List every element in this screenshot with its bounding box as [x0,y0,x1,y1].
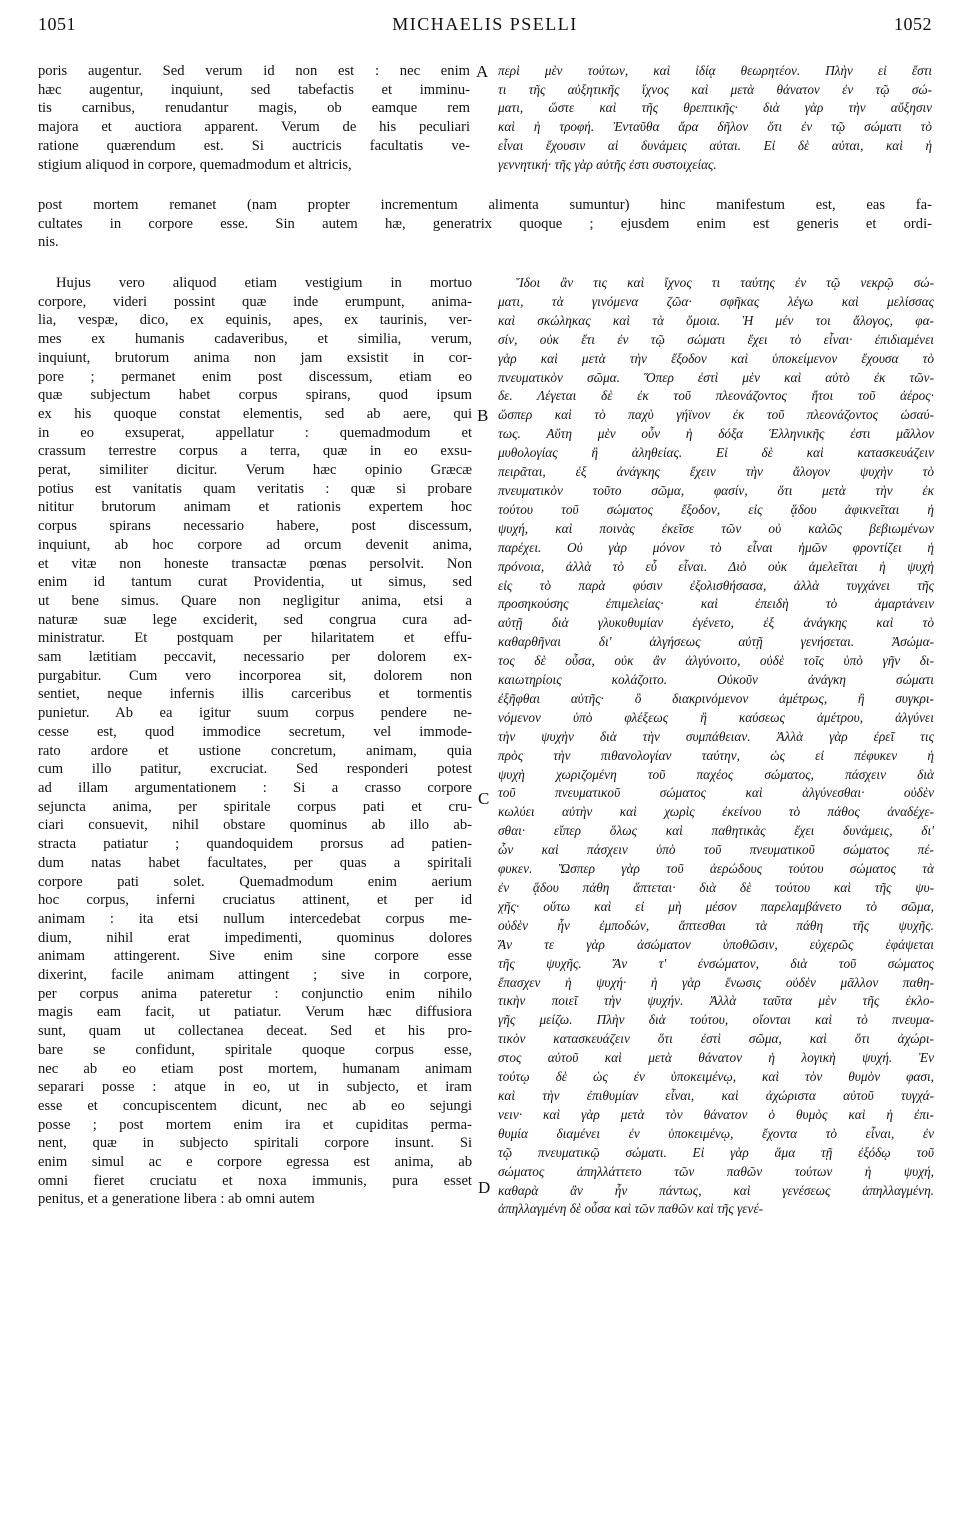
text-line: lia, vespæ, dico, ex equinis, apes, ex taurinis, ver- [38,312,472,329]
text-line: μυθολογίας ἢ ἀληθείας. Εἰ δὲ καὶ κατασκευάζειν [498,445,934,461]
text-line: καιωτηρίοις κολάζοιτο. Οὐκοῦν ἀνάγκη σώματι [498,672,934,688]
text-line: νειν· καὶ γὰρ μετὰ τὸν θάνατον ὁ θυμὸς καὶ ἡ ἐπι- [498,1106,934,1122]
text-line: ἔπασχεν ἡ ψυχή· ἡ γὰρ ἕνωσις οὐδὲν μᾶλλον παθη- [498,974,934,990]
text-line: corpore pati solet. Quemadmodum enim aerium [38,873,472,890]
text-line: bare se confidunt, spiritale quoque corpus esse, [38,1041,472,1058]
text-line: sam lætitiam peccavit, necessario per dolorem ex- [38,649,472,666]
text-line: majora et auctiora apparent. Verum de his peculiari [38,119,470,136]
text-line: crassum terrestre corpus a terra, quæ in eo exsu- [38,443,472,460]
text-line: παρέχει. Οὐ γὰρ μόνον τὸ εἶναι ἡμῶν φροντίζει ἡ [498,539,934,555]
text-line: καὶ ἡ τροφή. Ἐνταῦθα ἄρα δῆλον ὅτι ἐν τῷ σώματι τὸ [498,119,932,135]
text-line: χῆς· οὕτω καὶ εἰ μὴ μέσον παρελαμβάνετο τὸ σῶμα, [498,898,934,914]
text-line: quæ subjectum habet corpus spirans, quod ipsum [38,387,472,404]
text-line: Ἴδοι ἂν τις καὶ ἴχνος τι ταύτης ἐν τῷ νεκρῷ σώ- [516,275,934,290]
text-line: τοῦ πνευματικοῦ σώματος καὶ ἀλγύνεσθαι· οὐδὲν [498,785,934,801]
text-line: προσηκούσης ἐπιμελείας· καὶ ἐπειδὴ τὸ ἁμαρτάνειν [498,596,934,612]
text-line: nec ab eo etiam post mortem, humanam animam [38,1060,472,1077]
latin-spanning-paragraph [38,196,932,252]
latin-column-main [38,274,472,1209]
text-line: ex his quoque constat elementis, sed ab aere, qui [38,405,472,422]
text-line: πνευματικὸν τοῦτο σῶμα, φασίν, ὅτι μετὰ τὴν ἐκ [498,482,934,498]
latin-column-top [38,62,470,174]
text-line: dixerint, facile animam attingent ; sive in corpore, [38,967,472,984]
text-line: in eo exsuperat, appellatur : quemadmodum et [38,424,472,441]
text-line: et vitæ non honeste transactæ pœnas persolvit. Non [38,555,472,572]
text-line: magis eam facit, ut patiatur. Verum hæc diffusiora [38,1004,472,1021]
text-line: omni fieret cruciatu et noxa immunis, pura esset [38,1172,472,1189]
text-line: rato ardore et ustione concretum, animam, quia [38,742,472,759]
text-line: stracta patiatur ; quandoquidem prorsus ad patien- [38,836,472,853]
text-line: mes ex humanis cadaveribus, et similia, verum, [38,331,472,348]
text-line: τὴν ψυχὴν διὰ τὴν συμπάθειαν. Ἀλλὰ γὰρ ἐρεῖ τις [498,728,934,744]
text-line: stigium aliquod in corpore, quemadmodum et altricis, [38,156,352,173]
text-line: poris augentur. Sed verum id non est : nec enim [38,63,470,79]
running-title: MICHAELIS PSELLI [392,14,578,34]
text-line: ut bene simus. Quare non negligitur anima, etsi a [38,592,472,609]
text-line: dum natas habet facultates, per quas a spiritali [38,854,472,871]
greek-column-main [498,274,934,1219]
text-line: πρὸς τὴν πιθανολογίαν ταύτην, ὡς εἰ πέφυκεν ἡ [498,747,934,763]
text-line: pore ; permanet enim post discessum, etiam eo [38,368,472,385]
text-line: τῷ πνευματικῷ σώματι. Εἰ γὰρ ἅμα τῇ ἐξόδῳ τοῦ [498,1144,934,1160]
text-line: nititur brutorum animam et rationis expertem hoc [38,499,472,516]
text-line: cultates in corpore esse. Sin autem hæ, generatrix quoque ; ejusdem enim est generis et ordi- [38,215,932,232]
text-line: γὰρ καὶ μετὰ τὴν ἔξοδον καὶ ὑποκείμενον ἔχουσα τὸ [498,350,934,366]
text-line: σώματος ἀπηλλάττετο τῶν παθῶν τούτων ἡ ψυχή, [498,1163,934,1179]
text-line: γεννητική· τῆς γὰρ αὐτῆς ἐστι συστοιχείας. [498,156,717,172]
text-line: corpus spirans necessario habere, post discessum, [38,518,472,535]
text-line: hæc augentur, inquiunt, sed tabefactis et imminu- [38,81,470,98]
text-line: ψυχή, καὶ ποινὰς ἐκεῖσε τῶν οὐ καλῶς βεβιωμένων [498,520,934,536]
text-line: naturæ suæ lege exciderit, sed congrua cura ad- [38,611,472,628]
text-line: θυμία διαμένει ἐν ὑποκειμένῳ, ἔχοντα τὸ εἶναι, ἐν [498,1125,934,1141]
text-line: πνευματικὸν σῶμα. Ὅπερ ἐστὶ μὲν καὶ αὐτὸ ἐκ τῶν- [498,369,934,385]
text-line: ματι, τὰ γινόμενα ζῶα· σφῆκας λέγω καὶ μελίσσας [498,293,934,309]
text-line: esse et concupiscentem dicunt, nec ab eo sejungi [38,1097,472,1114]
text-line: στος αὐτοῦ καὶ μετὰ θάνατον ἡ λογικὴ ψυχή. Ἐν [498,1050,934,1066]
text-line: per corpus anima pateretur : conjunctio enim nihilo [38,985,472,1002]
text-line: nent, quæ in subjecto spiritali corpore insunt. Si [38,1135,472,1152]
text-line: tis carnibus, renudantur magis, ob eamque rem [38,100,470,117]
text-line: τικὸν κατασκευάζειν ὅτι ἐστὶ σῶμα, καὶ ὅτι ἀχώρι- [498,1031,934,1047]
text-line: corpore, videri possint quæ inde erumpunt, anima- [38,293,472,310]
text-line: γῆς μείζω. Πλὴν διὰ τούτου, οἴονται καὶ τὸ πνευμα- [498,1012,934,1028]
page-header [38,8,932,36]
text-line: Ἄν τε γὰρ ἀσώματον ὑποθῶσιν, εὐχερῶς ἐφάψεται [498,936,934,952]
text-line: enim id tantum curat Providentia, ut simus, sed [38,574,472,591]
margin-marker-d: D [478,1178,491,1197]
text-line: animam attingerent. Sive enim sine corpore esse [38,948,472,965]
text-line: δε. Λέγεται δὲ ἐκ τοῦ πλεονάζοντος ἤτοι τοῦ ἀέρος· [498,388,934,404]
text-line: αὐτῇ διὰ γλυκυθυμίαν ἐγένετο, ἐξ ἀνάγκης καὶ τὸ [498,615,934,631]
text-line: cum illo patitur, excruciat. Sed responderi potest [38,761,472,778]
text-line: καθαρθῆναι δι' ἀλγήσεως αὐτῇ γενήσεται. Ἀσώμα- [498,634,934,650]
text-line: inquiunt, brutorum anima non jam exsistit in cor- [38,349,472,366]
text-line: sunt, quam ut collectanea deceat. Sed et his pro- [38,1023,472,1040]
text-line: ad illam argumentationem : Si a crasso corpore [38,779,472,796]
text-line: post mortem remanet (nam propter incrementum alimenta sumuntur) hinc manifestum est, eas fa- [38,197,932,213]
margin-marker-b: B [477,406,489,425]
column-number-left: 1051 [38,14,76,34]
text-line: sejuncta anima, per spiritale corpus pati et cru- [38,798,472,815]
text-line: penitus, et a generatione libera : ab omni autem [38,1191,315,1208]
text-line: separari posse : atque in eo, ut in subjecto, et iram [38,1079,472,1096]
text-line: νόμενον ὑπὸ φλέξεως ἢ καύσεως ἀμέτρου, ἀλγύνει [498,709,934,725]
text-line: τι τῆς αὐξητικῆς ἴχνος καὶ μετὰ θάνατον ἐν τῷ σώ- [498,81,932,97]
margin-marker-c: C [478,789,490,808]
text-line: nis. [38,234,59,251]
text-line: ἀπηλλαγμένη δὲ οὖσα καὶ τῶν παθῶν καὶ τῆς γενέ- [498,1201,764,1217]
text-line: ratione quærendum est. Si auctricis facultatis ve- [38,137,470,154]
text-line: ciari consuevit, nihil obstare quominus ab illo ab- [38,817,472,834]
text-line: punietur. Ab ea igitur suum corpus pendere ne- [38,705,472,722]
text-line: τικὴν ποιεῖ τὴν ψυχήν. Ἀλλὰ ταῦτα μὲν τῆς ἐκλο- [498,993,934,1009]
text-line: πρόνοια, ἀλλὰ τὸ εὖ εἶναι. Διὸ οὐκ ἀμελεῖται ἡ ψυχὴ [498,558,934,574]
text-line: ματι, ὥστε καὶ τῆς θρεπτικῆς· διὰ γὰρ τὴν αὔξησιν [498,100,932,116]
text-line: purgabitur. Cum vero incorporea sit, dolorem non [38,667,472,684]
text-line: perat, similiter dicitur. Verum hæc opinio Græcæ [38,462,472,479]
text-line: οὐδὲν ἦν ἐμποδών, ἅπτεσθαι τὰ πάθη τῆς ψυχῆς. [498,917,934,933]
text-line: ἐξῆφθαι αὐτῆς· ὃ διακρινόμενον ἀμέτρως, ἢ συγκρι- [498,690,934,706]
text-line: ἐν ᾅδου πάθη ἅπτεται· διὰ δὲ τούτου καὶ τῆς ψυ- [498,880,934,895]
text-line: τος δὲ οὖσα, οὐκ ἂν ἀλγύνοιτο, οὐδὲ τοῖς ὑπὸ γῆν δι- [498,653,934,669]
text-line: περὶ μὲν τούτων, καὶ ἰδίᾳ θεωρητέον. Πλὴν εἰ ἔστι [498,63,932,78]
margin-marker-a: A [476,62,489,81]
greek-column-top [498,62,932,174]
text-line: potius est vanitatis quam veritatis : quæ si probare [38,480,472,497]
text-line: πειρᾶται, ἐξ ἀνάγκης ἔχειν τὴν ἄλογον ψυχὴν τὸ [498,464,934,480]
text-line: cesse est, quod immodice secretum, vel immode- [38,723,472,740]
text-line: dium, nihil erat impedimenti, quominus dolores [38,929,472,946]
text-line: φυκεν. Ὥσπερ γὰρ τοῦ ἀερώδους τούτου σώματος τὰ [498,861,934,877]
text-line: καὶ σκώληκας καὶ τὰ ὅμοια. Ἡ μέν τοι ἄλογος, φα- [498,312,934,328]
text-line: εἰς τὸ παρὰ φύσιν ἐξολισθήσασα, ἀλλὰ τυγχάνει τῆς [498,577,934,593]
text-line: enim simul ac e corpore egressa est anima, ab [38,1154,472,1171]
text-line: τούτου τοῦ σώματος ἔξοδον, εἰς ᾅδου ἀφικνεῖται ἡ [498,501,934,517]
text-line: ψυχὴ χωριζομένη τοῦ παχέος σώματος, πάσχειν διὰ [498,766,934,782]
text-line: εἶναι ἔχουσιν αἱ δυνάμεις αὐται. Εἰ δὲ αὐται, καὶ ἡ [498,137,932,153]
text-line: τούτῳ δὲ ὡς ἐν ὑποκειμένῳ, καὶ τὸν θυμὸν φασι, [498,1069,934,1085]
text-line: hoc corpus, inferni cruciatus attinent, et per id [38,892,472,909]
text-line: ὧν καὶ πάσχειν ὑπὸ τοῦ πνευματικοῦ σώματος πέ- [498,842,934,858]
text-line: σίν, οὐκ ἔτι ἐν τῷ σώματι ἔχει τὸ εἶναι· ἐπιδιαμένει [498,331,934,347]
text-line: sentiet, neque infernis illis carceribus et tormentis [38,686,472,703]
text-line: καθαρὰ ἂν ἦν πάντως, καὶ γενέσεως ἀπηλλαγμένη. [498,1182,934,1198]
text-line: καὶ τὴν ἐπιθυμίαν εἶναι, καὶ ἀχώριστα αὐτοῦ τυγχά- [498,1087,934,1103]
text-line: κωλύει αὐτὴν καὶ χωρὶς ἐκείνου τὸ πάθος ἀναδέχε- [498,804,934,820]
text-line: τως. Αὕτη μὲν οὖν ἡ δόξα Ἑλληνικῆς ἐστι μᾶλλον [498,426,934,442]
text-line: τῆς ψυχῆς. Ἄν τ' ἐνσώματον, διὰ τοῦ σώματος [498,955,934,971]
text-line: animam : ita etsi nullum intercedebat corpus me- [38,910,472,927]
text-line: ministratur. Et postquam per hilaritatem et effu- [38,630,472,647]
text-line: posse ; post mortem enim ira et cupiditas perma- [38,1116,472,1133]
text-line: ὥσπερ καὶ τὸ παχὺ γήϊνον ἐκ τοῦ πλεονάζοντος ὡσαύ- [498,407,934,423]
text-line: inquiunt, ab hoc corpore ad orcum devenit anima, [38,536,472,553]
text-line: Hujus vero aliquod etiam vestigium in mortuo [56,275,472,291]
text-line: σθαι· εἴπερ ὅλως καὶ παθητικὰς ἔχει δυνάμεις, δι' [498,823,934,839]
column-number-right: 1052 [894,14,932,34]
